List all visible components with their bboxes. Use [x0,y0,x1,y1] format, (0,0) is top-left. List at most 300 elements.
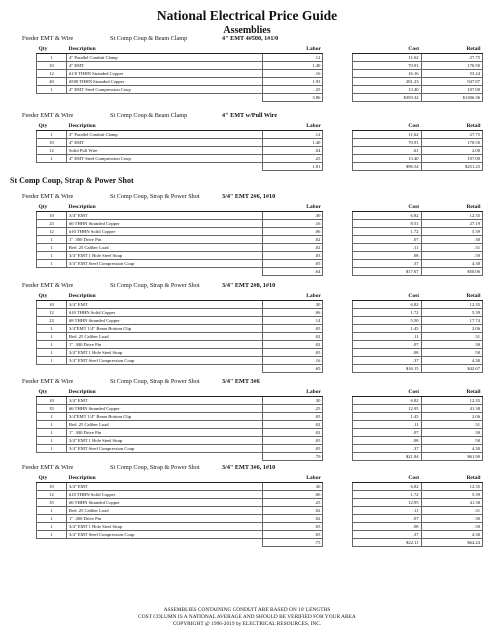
cell-cost: 6.82 [353,483,421,491]
column-header-retail: Retail [421,122,482,131]
assembly-title: 3/4" EMT 3#6, 1#10 [222,464,276,471]
total-labor: 1.81 [263,163,323,171]
column-spacer [323,388,353,397]
table-row [37,499,483,507]
cell-retail: .30 [421,236,482,244]
table-row [37,325,483,333]
cell-cost: .11 [353,244,421,252]
column-header-labor: Labor [263,203,323,212]
cell-retail: .50 [421,523,482,531]
total-empty [67,163,263,171]
column-spacer [323,325,353,333]
cell-qty: 1 [37,333,67,341]
column-spacer [323,317,353,325]
column-header-qty: Qty [37,122,67,131]
column-spacer [323,228,353,236]
column-spacer [323,421,353,429]
cell-cost: 1.45 [353,325,421,333]
column-header-cost: Cost [353,45,421,54]
cell-description: #8 THHN Stranded Copper [67,317,263,325]
cell-qty: 1 [37,244,67,252]
column-spacer [323,301,353,309]
cell-labor: .25 [263,499,323,507]
table-row [37,78,483,86]
items-table [36,203,483,276]
column-header-retail: Retail [421,292,482,301]
assembly-title: 3/4" EMT 3#6 [222,378,260,385]
cell-labor: .16 [263,70,323,78]
cell-labor: .02 [263,244,323,252]
column-spacer [323,260,353,268]
cell-description: 3/4" EMT [67,397,263,405]
table-row [37,309,483,317]
assembly-header [0,376,494,387]
table-row [37,244,483,252]
column-spacer [323,474,353,483]
assembly-components: St Comp Coup, Strap & Power Shot [110,282,200,289]
assembly-components: St Comp Coup, Strap & Power Shot [110,464,200,471]
cell-qty: 1 [37,86,67,94]
assembly-title: 4" EMT 4#500, 1#1/0 [222,35,279,42]
table-header-row [37,292,483,301]
total-cost: $22.11 [353,539,421,547]
assembly-category: Feeder EMT & Wire [22,35,74,42]
total-empty [67,268,263,276]
table-row [37,220,483,228]
column-header-description: Description [67,122,263,131]
column-spacer [323,531,353,539]
column-spacer [323,539,353,547]
table-row [37,515,483,523]
table-row [37,139,483,147]
cell-qty: 1 [37,341,67,349]
cell-cost: 6.82 [353,212,421,220]
column-header-qty: Qty [37,474,67,483]
cell-description: #10 THHN Solid Copper [67,309,263,317]
table-row [37,413,483,421]
cell-description: 1" .300 Drive Pin [67,341,263,349]
assembly-components: St Comp Coup, Strap & Power Shot [110,378,200,385]
cell-labor: .30 [263,212,323,220]
assembly-block [0,376,494,459]
cell-cost: 12.95 [353,405,421,413]
total-retail: $61.90 [421,453,482,461]
column-spacer [323,70,353,78]
column-spacer [323,405,353,413]
column-header-cost: Cost [353,203,421,212]
cell-description: 1" .300 Drive Pin [67,236,263,244]
cell-labor: .06 [263,228,323,236]
cell-labor: .05 [263,349,323,357]
cell-description: 3/4" EMT Steel Compression Coup [67,445,263,453]
column-header-description: Description [67,45,263,54]
column-spacer [323,236,353,244]
cell-retail: 5.39 [421,309,482,317]
total-empty [37,163,67,171]
table-row [37,147,483,155]
cell-qty: 12 [37,147,67,155]
cell-retail: 41.38 [421,499,482,507]
total-labor: .64 [263,268,323,276]
table-row [37,397,483,405]
cell-cost: .07 [353,341,421,349]
cell-cost: 13.40 [353,155,421,163]
total-empty [67,94,263,102]
cell-qty: 1 [37,357,67,365]
cell-qty: 1 [37,437,67,445]
items-table [36,292,483,373]
cell-cost: 8.51 [353,220,421,228]
cell-cost: 1.45 [353,413,421,421]
cell-cost: 13.40 [353,86,421,94]
column-spacer [323,523,353,531]
column-header-qty: Qty [37,203,67,212]
cell-description: Red .25 Caliber Load [67,507,263,515]
table-header-row [37,203,483,212]
column-spacer [323,62,353,70]
column-spacer [323,94,353,102]
cell-cost: .07 [353,515,421,523]
cell-cost: 5.50 [353,317,421,325]
column-spacer [323,212,353,220]
cell-qty: 1 [37,236,67,244]
cell-description: #1/0 THHN Stranded Copper [67,70,263,78]
assembly-block [0,33,494,100]
cell-description: 3/4" EMT Steel Compression Coup [67,260,263,268]
total-retail: $64.24 [421,539,482,547]
column-spacer [323,309,353,317]
column-header-description: Description [67,203,263,212]
column-spacer [323,341,353,349]
cell-cost: 6.82 [353,301,421,309]
column-header-labor: Labor [263,474,323,483]
section-heading: St Comp Coup, Strap & Power Shot [10,176,134,185]
cell-labor: .14 [263,317,323,325]
cell-description: 4" Parallel Conduit Clamp [67,54,263,62]
column-spacer [323,499,353,507]
column-spacer [323,203,353,212]
cell-cost: .08 [353,349,421,357]
cell-qty: 1 [37,515,67,523]
column-header-description: Description [67,388,263,397]
total-empty [67,539,263,547]
cell-cost: 1.72 [353,309,421,317]
cell-retail: 2.06 [421,413,482,421]
total-cost: $17.67 [353,268,421,276]
cell-qty: 10 [37,62,67,70]
cell-cost: .07 [353,429,421,437]
footer-line: ASSEMBLIES CONTAINING CONDUIT ARE BASED ON 10' LENGTHS [163,607,331,613]
table-row [37,349,483,357]
cell-labor: .05 [263,325,323,333]
assembly-header [0,280,494,291]
column-header-cost: Cost [353,122,421,131]
total-row [37,453,483,461]
total-retail: $50.06 [421,268,482,276]
cell-retail: 947.87 [421,78,482,86]
cell-labor: .25 [263,405,323,413]
cell-qty: 10 [37,483,67,491]
cell-labor: .06 [263,309,323,317]
cell-retail: 5.39 [421,228,482,236]
cell-retail: 4.30 [421,260,482,268]
column-spacer [323,483,353,491]
total-cost: $16.15 [353,365,421,373]
cell-labor: .04 [263,147,323,155]
cell-retail: 53.24 [421,70,482,78]
column-spacer [323,252,353,260]
cell-cost: 1.72 [353,491,421,499]
cell-qty: 12 [37,491,67,499]
cell-labor: .30 [263,483,323,491]
assembly-header [0,110,494,121]
cell-description: 3/4" EMT 1 Hole Steel Strap [67,523,263,531]
cell-description: #6 THHN Stranded Copper [67,499,263,507]
cell-cost: 1.72 [353,228,421,236]
cell-description: 3/4" EMT [67,212,263,220]
table-row [37,437,483,445]
cell-qty: 10 [37,139,67,147]
cell-description: 3/4" EMT 1 Hole Steel Strap [67,252,263,260]
column-header-retail: Retail [421,203,482,212]
cell-qty: 10 [37,212,67,220]
total-retail: $251.25 [421,163,482,171]
column-spacer [323,413,353,421]
cell-retail: .30 [421,429,482,437]
cell-qty: 1 [37,523,67,531]
column-spacer [323,131,353,139]
table-row [37,54,483,62]
cell-qty: 23 [37,220,67,228]
column-header-qty: Qty [37,292,67,301]
assembly-header [0,191,494,202]
table-row [37,491,483,499]
column-spacer [323,86,353,94]
cell-qty: 1 [37,252,67,260]
assembly-title: 3/4" EMT 2#8, 1#10 [222,282,276,289]
cell-cost: 6.82 [353,397,421,405]
total-empty [37,453,67,461]
cell-retail: .31 [421,333,482,341]
cell-labor: .05 [263,531,323,539]
table-row [37,507,483,515]
assembly-category: Feeder EMT & Wire [22,378,74,385]
cell-qty: 1 [37,54,67,62]
column-header-description: Description [67,292,263,301]
table-row [37,86,483,94]
cell-labor: .12 [263,54,323,62]
column-spacer [323,54,353,62]
cell-retail: .50 [421,252,482,260]
cell-description: 3/4"EMT 1/4" Beam Bottom Clip [67,413,263,421]
column-header-cost: Cost [353,474,421,483]
cell-qty: 1 [37,155,67,163]
cell-retail: 27.75 [421,54,482,62]
table-row [37,301,483,309]
cell-retail: .50 [421,349,482,357]
cell-qty: 1 [37,445,67,453]
assembly-title: 4" EMT w/Pull Wire [222,112,278,119]
table-row [37,260,483,268]
cell-qty: 1 [37,531,67,539]
column-spacer [323,453,353,461]
column-spacer [323,437,353,445]
cell-retail: 170.50 [421,62,482,70]
cell-retail: .30 [421,515,482,523]
assembly-header [0,33,494,44]
cell-retail: .50 [421,437,482,445]
cell-cost: 70.91 [353,139,421,147]
assembly-components: St Comp Coup, Strap & Power Shot [110,193,200,200]
table-row [37,70,483,78]
table-header-row [37,122,483,131]
cell-description: 4" EMT [67,62,263,70]
cell-retail: .30 [421,341,482,349]
column-spacer [323,429,353,437]
cell-retail: 107.00 [421,155,482,163]
total-retail: $42.67 [421,365,482,373]
cell-qty: 1 [37,325,67,333]
cell-cost: 70.91 [353,62,421,70]
column-spacer [323,139,353,147]
cell-qty: 35 [37,499,67,507]
total-row [37,163,483,171]
table-row [37,155,483,163]
cell-cost: .37 [353,260,421,268]
cell-labor: .30 [263,397,323,405]
column-spacer [323,45,353,54]
column-header-cost: Cost [353,292,421,301]
column-header-retail: Retail [421,45,482,54]
assembly-components: St Comp Coup & Beam Clamp [110,112,188,119]
cell-labor: .16 [263,357,323,365]
assembly-components: St Comp Coup & Beam Clamp [110,35,188,42]
column-spacer [323,163,353,171]
cell-labor: .05 [263,413,323,421]
table-row [37,421,483,429]
cell-description: 3/4" EMT 1 Hole Steel Strap [67,437,263,445]
table-row [37,483,483,491]
cell-retail: 41.38 [421,405,482,413]
cell-cost: 11.62 [353,131,421,139]
cell-labor: .05 [263,260,323,268]
cell-retail: .31 [421,507,482,515]
column-spacer [323,122,353,131]
table-row [37,341,483,349]
cell-qty: 1 [37,131,67,139]
cell-cost: 16.16 [353,70,421,78]
cell-qty: 1 [37,260,67,268]
cell-qty: 1 [37,507,67,515]
cell-labor: .06 [263,491,323,499]
column-spacer [323,78,353,86]
table-header-row [37,45,483,54]
cell-description: Red .25 Caliber Load [67,333,263,341]
cell-cost: .07 [353,236,421,244]
cell-retail: 12.35 [421,397,482,405]
cell-labor: 1.93 [263,78,323,86]
cell-labor: .02 [263,429,323,437]
cell-labor: .02 [263,236,323,244]
cell-labor: .02 [263,421,323,429]
cell-labor: .05 [263,445,323,453]
total-labor: .75 [263,539,323,547]
table-row [37,228,483,236]
total-empty [67,453,263,461]
table-row [37,333,483,341]
total-labor: 3.86 [263,94,323,102]
total-row [37,365,483,373]
assembly-title: 3/4" EMT 2#6, 1#10 [222,193,276,200]
cell-retail: 170.50 [421,139,482,147]
table-row [37,523,483,531]
column-spacer [323,155,353,163]
cell-retail: 27.75 [421,131,482,139]
items-table [36,388,483,461]
cell-cost: .11 [353,507,421,515]
column-spacer [323,333,353,341]
items-table [36,45,483,102]
column-header-labor: Labor [263,45,323,54]
column-header-labor: Labor [263,388,323,397]
table-row [37,429,483,437]
cell-retail: 12.35 [421,212,482,220]
cell-retail: 4.30 [421,357,482,365]
cell-description: 3/4" EMT [67,301,263,309]
total-cost: $96.54 [353,163,421,171]
total-empty [37,268,67,276]
cell-description: 3/4" EMT Steel Compression Coup [67,531,263,539]
cell-cost: 12.95 [353,499,421,507]
total-cost: $393.32 [353,94,421,102]
cell-cost: 11.62 [353,54,421,62]
cell-description: Red .25 Caliber Load [67,421,263,429]
cell-description: 4" EMT [67,139,263,147]
column-spacer [323,147,353,155]
items-table [36,474,483,547]
cell-qty: 35 [37,405,67,413]
cell-qty: 40 [37,78,67,86]
table-row [37,405,483,413]
column-spacer [323,445,353,453]
cell-labor: .12 [263,131,323,139]
column-header-description: Description [67,474,263,483]
cell-retail: 4.30 [421,531,482,539]
cell-labor: .30 [263,301,323,309]
table-row [37,131,483,139]
cell-cost: .08 [353,437,421,445]
column-spacer [323,349,353,357]
cell-labor: .02 [263,341,323,349]
cell-retail: 5.39 [421,491,482,499]
cell-labor: .25 [263,86,323,94]
column-header-cost: Cost [353,388,421,397]
cell-retail: 2.00 [421,147,482,155]
cell-qty: 1 [37,421,67,429]
cell-cost: .08 [353,252,421,260]
column-header-labor: Labor [263,292,323,301]
column-spacer [323,515,353,523]
cell-cost: .11 [353,421,421,429]
total-empty [37,539,67,547]
total-empty [37,94,67,102]
cell-retail: 17.74 [421,317,482,325]
column-header-retail: Retail [421,388,482,397]
cell-qty: 12 [37,309,67,317]
assembly-category: Feeder EMT & Wire [22,464,74,471]
cell-description: 4" EMT Steel Compression Coup [67,86,263,94]
table-row [37,62,483,70]
